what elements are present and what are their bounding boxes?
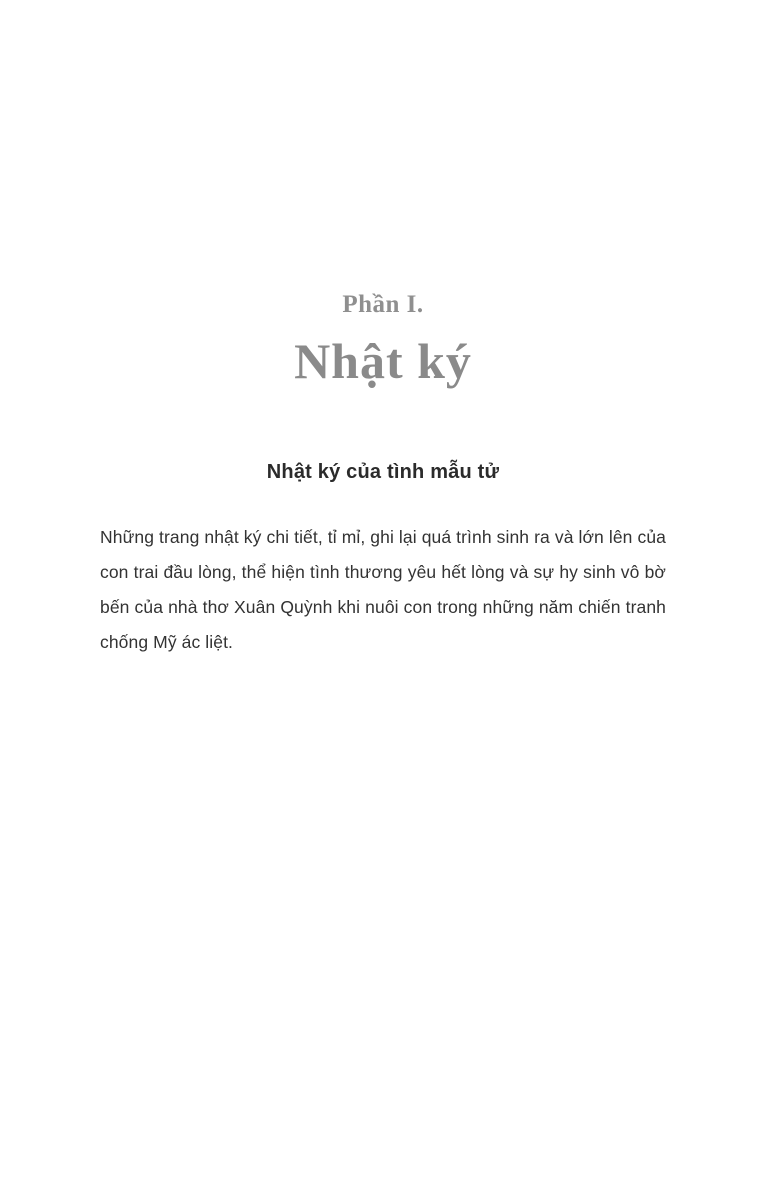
page-content	[100, 290, 666, 660]
part-label: Phần I.	[342, 291, 424, 318]
body-paragraph: Những trang nhật ký chi tiết, tỉ mỉ, ghi lại quá trình sinh ra và lớn lên của con trai đầu lòng, thể hiện tình thương yêu hết lòng và sự hy sinh vô bờ bến của nhà thơ Xuân Quỳnh khi nuôi con trong những năm chiến tranh chống Mỹ ác liệt.	[100, 526, 666, 652]
part-title: Nhật ký	[294, 333, 472, 389]
section-title: Nhật ký của tình mẫu tử	[266, 460, 500, 483]
